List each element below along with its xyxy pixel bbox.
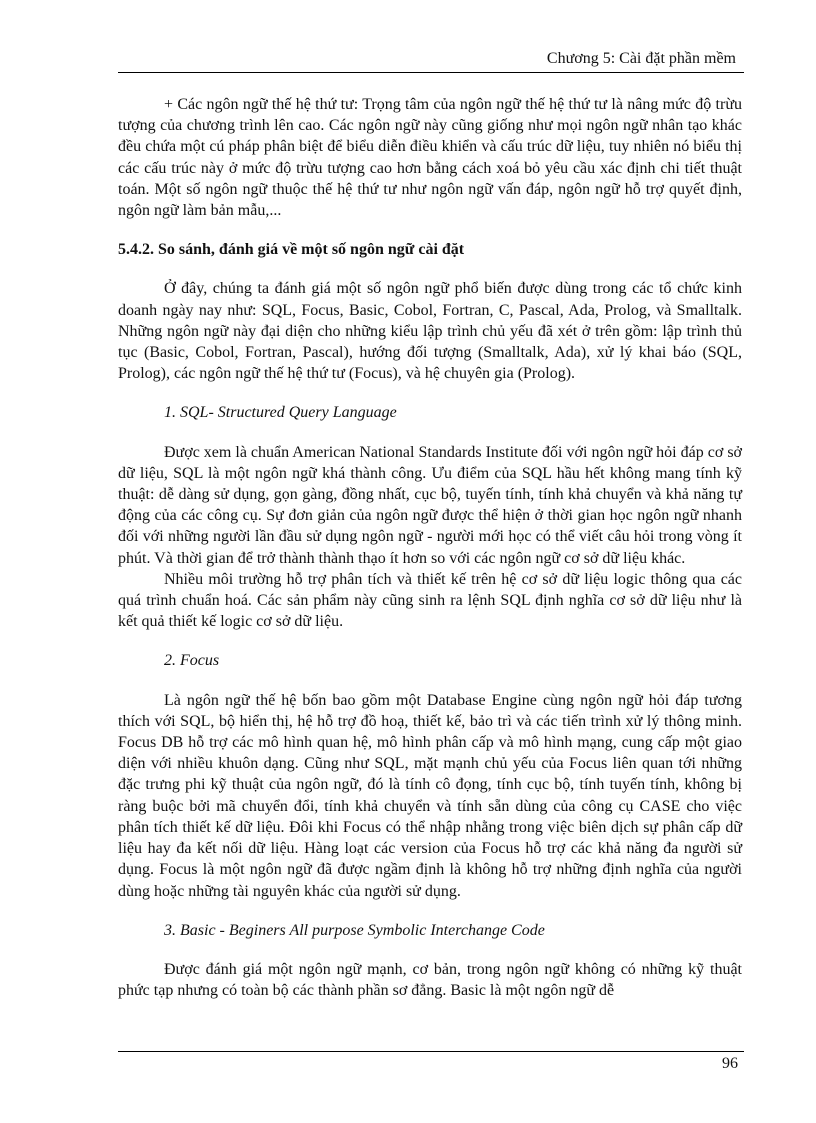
- paragraph-fourth-gen-languages: + Các ngôn ngữ thế hệ thứ tư: Trọng tâm của ngôn ngữ thế hệ thứ tư là nâng mức độ trừu tượng của chương trình lên cao. Các ngôn ngữ này cũng giống như mọi ngôn ngữ nhân tạo khác đều chứa một cú pháp phân biệt để biểu diễn điều khiển và cấu trúc dữ liệu, tuy nhiên nó biểu thị các cấu trúc này ở mức độ trừu tượng cao hơn bằng cách xoá bỏ yêu cầu xác định chi tiết thuật toán. Một số ngôn ngữ thuộc thế hệ thứ tư như ngôn ngữ vấn đáp, ngôn ngữ hỗ trợ quyết định, ngôn ngữ làm bản mẫu,...: [118, 96, 742, 220]
- paragraph-sql-1: Được xem là chuẩn American National Standards Institute đối với ngôn ngữ hỏi đáp cơ sở dữ liệu, SQL là một ngôn ngữ khá thành công. Ưu điểm của SQL hầu hết không mang tính kỹ thuật: dễ dàng sử dụng, gọn gàng, đồng nhất, cục bộ, tuyến tính, tính khả chuyển và khả năng tự động của các công cụ. Sự đơn giản của ngôn ngữ được thể hiện ở thời gian học ngôn ngữ nhanh đối với những người lần đầu sử dụng ngôn ngữ - người mới học có thể viết câu hỏi trong vòng ít phút. Và thời gian để trở thành thành thạo ít hơn so với các ngôn ngữ cơ sở dữ liệu khác.: [118, 443, 742, 567]
- subheading-basic: 3. Basic - Beginers All purpose Symbolic Interchange Code: [164, 921, 545, 939]
- paragraph-language-overview: Ở đây, chúng ta đánh giá một số ngôn ngữ phổ biến được dùng trong các tổ chức kinh doanh ngày nay như: SQL, Focus, Basic, Cobol, Fortran, C, Pascal, Ada, Prolog, và Smalltalk. Những ngôn ngữ này đại diện cho những kiểu lập trình chủ yếu đã xét ở trên gồm: lập trình thủ tục (Basic, Cobol, Fortran, Pascal), hướng đối tượng (Smalltalk, Ada), xử lý khai báo (SQL, Prolog), các ngôn ngữ thế hệ thứ tư (Focus), và hệ chuyên gia (Prolog).: [118, 280, 742, 383]
- footer-rule: [118, 1051, 744, 1052]
- paragraph-sql-2: Nhiều môi trường hỗ trợ phân tích và thiết kế trên hệ cơ sở dữ liệu logic thông qua các quá trình chuẩn hoá. Các sản phẩm này cũng sinh ra lệnh SQL định nghĩa cơ sở dữ liệu như là kết quả thiết kế logic cơ sở dữ liệu.: [118, 570, 742, 631]
- subheading-sql: 1. SQL- Structured Query Language: [164, 404, 397, 422]
- paragraph-basic: Được đánh giá một ngôn ngữ mạnh, cơ bản, trong ngôn ngữ không có những kỹ thuật phức tạp nhưng có toàn bộ các thành phần sơ đẳng. Basic là một ngôn ngữ dễ: [118, 960, 742, 1000]
- page-number: 96: [722, 1055, 738, 1072]
- page-body: [118, 94, 742, 1001]
- header-rule: [118, 72, 744, 73]
- subheading-focus: 2. Focus: [164, 652, 220, 670]
- paragraph-focus: Là ngôn ngữ thế hệ bốn bao gồm một Database Engine cùng ngôn ngữ hỏi đáp tương thích với SQL, bộ hiển thị, hệ hỗ trợ đồ hoạ, thiết kế, bảo trì và các tiến trình xử lý thông minh. Focus DB hỗ trợ các mô hình quan hệ, mô hình phân cấp và mô hình mạng, cung cấp một giao diện với nhiều khuôn dạng. Cũng như SQL, mặt mạnh chủ yếu của Focus liên quan tới những đặc trưng phi kỹ thuật của ngôn ngữ, đó là tính cô đọng, tính cục bộ, tính tuyến tính, không bị ràng buộc bởi mã chuyển đổi, tính khả chuyển và tính sẵn dùng của công cụ CASE cho việc phân tích thiết kế dữ liệu. Đôi khi Focus có thể nhập nhằng trong việc biên dịch sự phân cấp dữ liệu hay đa kết nối dữ liệu. Hàng loạt các version của Focus hỗ trợ các khả năng đa người sử dụng. Focus là một ngôn ngữ đã được ngầm định là không hỗ trợ những định nghĩa của người dùng hoặc những tài nguyên khác của người sử dụng.: [118, 691, 742, 900]
- section-heading: 5.4.2. So sánh, đánh giá về một số ngôn ngữ cài đặt: [118, 241, 465, 259]
- chapter-header: Chương 5: Cài đặt phần mềm: [546, 50, 736, 67]
